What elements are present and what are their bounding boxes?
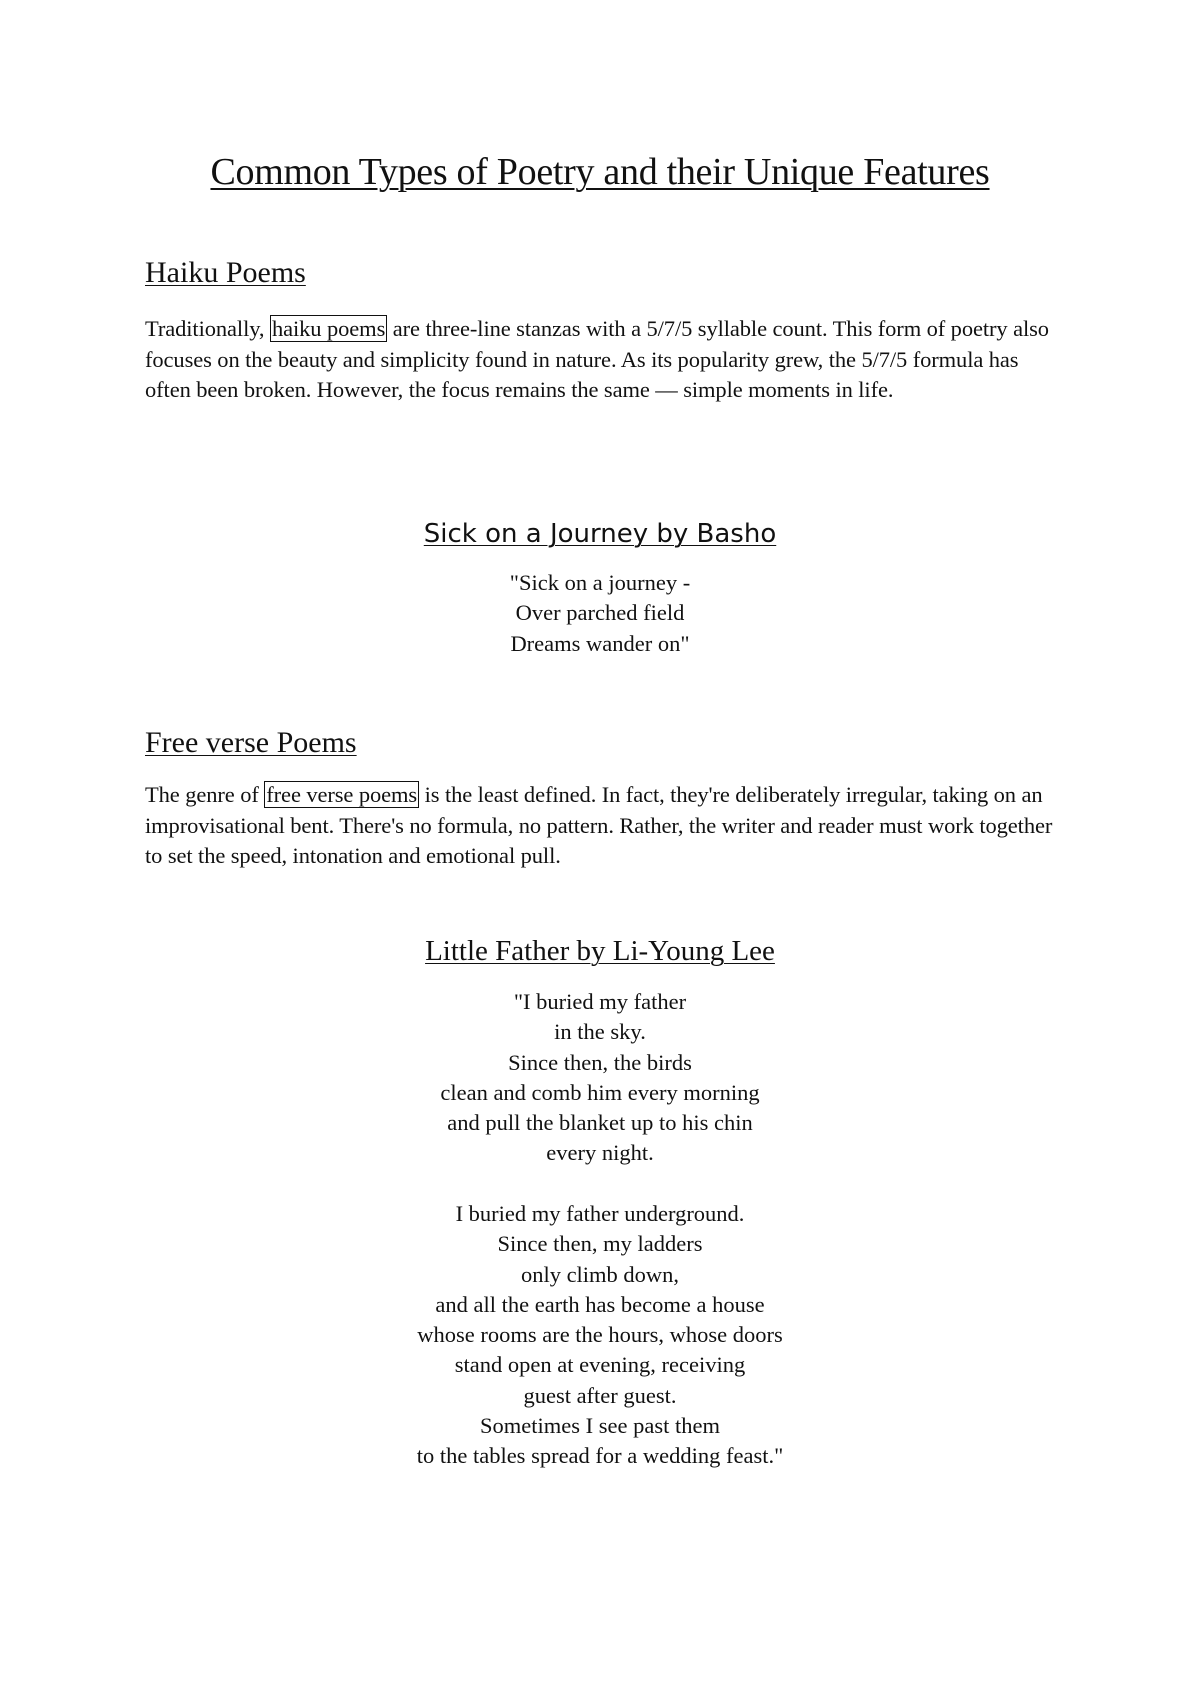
poem-line: every night. — [546, 1140, 654, 1166]
poem-line: in the sky. — [554, 1019, 646, 1045]
poem-line: stand open at evening, receiving — [454, 1352, 746, 1378]
poem-line: guest after guest. — [523, 1382, 677, 1408]
haiku-section-heading: Haiku Poems — [145, 256, 306, 289]
free-verse-section-heading: Free verse Poems — [145, 726, 357, 759]
free-verse-description-start: The genre of — [145, 782, 265, 807]
free-verse-description-end: is the least defined. In fact, they're deliberately irregular, taking on an improvisational bent. There's no formula, no pattern. Rather, the writer and reader must work together to set the speed, intonation and emotional pull. — [145, 782, 1053, 868]
poem-line: "Sick on a journey - — [509, 570, 691, 595]
poem-line: Sometimes I see past them — [480, 1413, 720, 1439]
haiku-description — [145, 314, 1065, 406]
poem-line: clean and comb him every morning — [440, 1079, 760, 1105]
poem-line: Since then, my ladders — [497, 1231, 703, 1257]
haiku-description-start: Traditionally, — [145, 316, 270, 341]
poem-line: whose rooms are the hours, whose doors — [417, 1322, 783, 1348]
free-verse-description — [145, 780, 1065, 872]
poem-line: and pull the blanket up to his chin — [447, 1110, 753, 1136]
haiku-highlight: haiku poems — [271, 316, 386, 341]
poem-line: Since then, the birds — [508, 1049, 692, 1075]
free-verse-highlight: free verse poems — [266, 782, 418, 807]
free-verse-poem-stanza-1 — [0, 987, 1200, 1169]
poem-line: I buried my father underground. — [455, 1201, 745, 1226]
poem-line: to the tables spread for a wedding feast." — [416, 1443, 784, 1469]
haiku-description-end: are three-line stanzas with a 5/7/5 syllable count. This form of poetry also focuses on the beauty and simplicity found in nature. As its popularity grew, the 5/7/5 formula has often been broken. However, the focus remains the same — simple moments in life. — [145, 316, 1049, 402]
poem-line: Dreams wander on" — [510, 630, 690, 656]
free-verse-poem-stanza-2 — [0, 1199, 1200, 1472]
poem-line: only climb down, — [520, 1261, 680, 1287]
haiku-poem — [0, 568, 1200, 659]
document-title: Common Types of Poetry and their Unique Features — [210, 151, 990, 193]
haiku-poem-title: Sick on a Journey by Basho — [423, 519, 777, 549]
poem-line: "I buried my father — [513, 989, 687, 1014]
free-verse-poem-title: Little Father by Li-Young Lee — [425, 935, 775, 967]
poem-line: Over parched field — [515, 600, 685, 626]
poem-line: and all the earth has become a house — [435, 1291, 765, 1317]
